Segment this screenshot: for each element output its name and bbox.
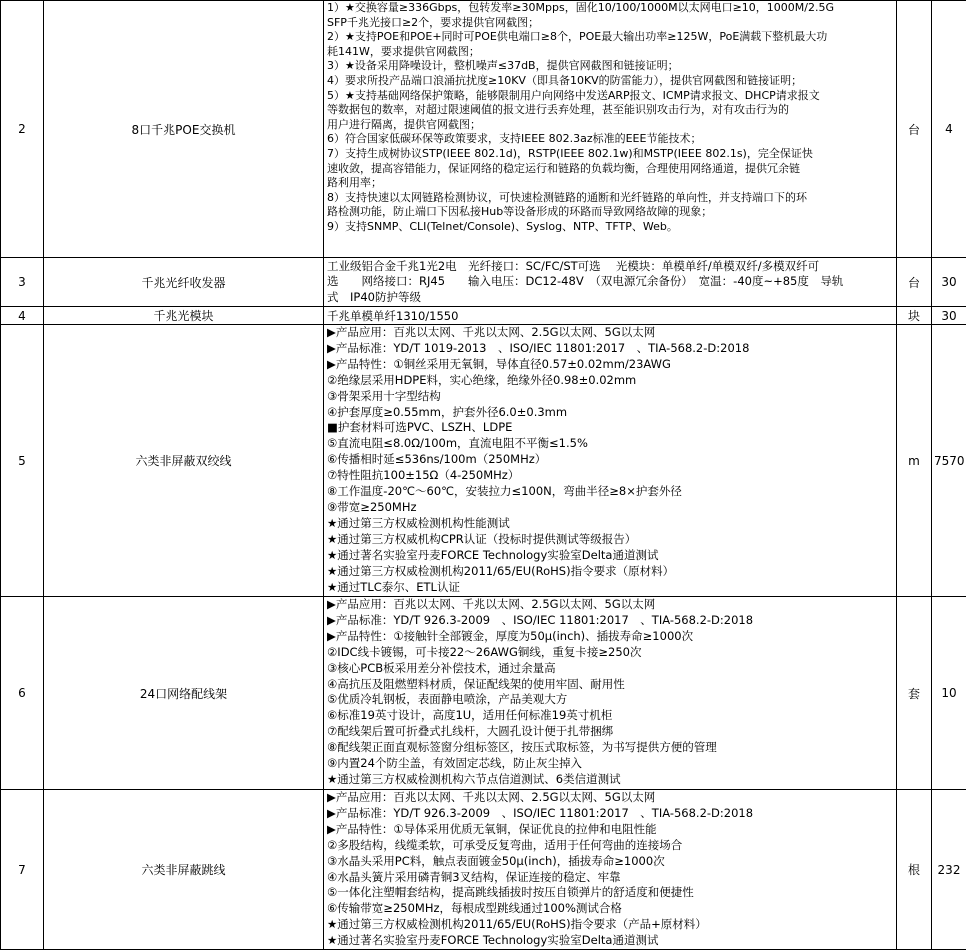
product-name: 六类非屏蔽双绞线 xyxy=(44,325,324,597)
unit-cell: m xyxy=(897,325,932,597)
spec-line: ▶产品标准：YD/T 1019-2013 、ISO/IEC 11801:2017 、TIA-568.2-D:2018 xyxy=(327,341,893,357)
spec-line: ⑥传播相时延≤536ns/100m（250MHz） xyxy=(327,452,893,468)
spec-line: ③核心PCB板采用差分补偿技术，通过余量高 xyxy=(327,661,893,677)
spec-line: ★通过第三方权威检测机构六节点信道测试、6类信道测试 xyxy=(327,772,893,788)
spec-line: ⑨带宽≥250MHz xyxy=(327,500,893,516)
row-number: 4 xyxy=(1,307,44,325)
quantity-cell: 30 xyxy=(932,258,966,307)
spec-line: ★通过TLC泰尔、ETL认证 xyxy=(327,580,893,596)
product-name: 24口网络配线架 xyxy=(44,597,324,790)
product-name: 六类非屏蔽跳线 xyxy=(44,790,324,950)
spec-line: 7）支持生成树协议STP(IEEE 802.1d)，RSTP(IEEE 802.1w)和MSTP(IEEE 802.1s)，完全保证快 xyxy=(327,147,893,162)
spec-cell xyxy=(324,597,897,790)
spec-line: ★通过著名实验室丹麦FORCE Technology实验室Delta通道测试 xyxy=(327,548,893,564)
spec-line: SFP千兆光接口≥2个，要求提供官网截图； xyxy=(327,16,893,31)
spec-line: 式 IP40防护等级 xyxy=(327,290,893,306)
spec-line: 3）★设备采用降噪设计，整机噪声≤37dB，提供官网截图和链接证明； xyxy=(327,59,893,74)
spec-line: ▶产品特性：①接触针全部镀金，厚度为50μ(inch)、插拔寿命≥1000次 xyxy=(327,629,893,645)
product-name: 千兆光纤收发器 xyxy=(44,258,324,307)
spec-cell xyxy=(324,325,897,597)
row-number: 6 xyxy=(1,597,44,790)
spec-line: ▶产品特性：①导体采用优质无氧铜，保证优良的拉伸和电阻性能 xyxy=(327,822,893,838)
spec-cell xyxy=(324,258,897,307)
spec-line: ★通过第三方权威检测机构性能测试 xyxy=(327,516,893,532)
spec-cell xyxy=(324,307,897,325)
quantity-cell: 30 xyxy=(932,307,966,325)
spec-line: ▶产品应用：百兆以太网、千兆以太网、2.5G以太网、5G以太网 xyxy=(327,325,893,341)
quantity-cell: 7570 xyxy=(932,325,966,597)
table-row xyxy=(1,258,966,307)
spec-line: 千兆单模单纤1310/1550 xyxy=(327,309,893,323)
product-name: 8口千兆POE交换机 xyxy=(44,1,324,258)
unit-cell: 台 xyxy=(897,258,932,307)
quantity-cell: 232 xyxy=(932,790,966,950)
spec-line: ⑤直流电阻≤8.0Ω/100m，直流电阻不平衡≤1.5% xyxy=(327,436,893,452)
row-number: 2 xyxy=(1,1,44,258)
spec-line: 2）★支持POE和POE+同时可POE供电端口≥8个，POE最大输出功率≥125W，PoE满载下整机最大功 xyxy=(327,30,893,45)
spec-line: ▶产品特性：①铜丝采用无氧铜，导体直径0.57±0.02mm/23AWG xyxy=(327,357,893,373)
spec-line: 9）支持SNMP、CLI(Telnet/Console)、Syslog、NTP、TFTP、Web。 xyxy=(327,220,893,235)
spec-cell xyxy=(324,790,897,950)
spec-line: 1）★交换容量≥336Gbps，包转发率≥30Mpps，固化10/100/1000M以太网电口≥10，1000M/2.5G xyxy=(327,1,893,16)
table-row xyxy=(1,307,966,325)
row-number: 5 xyxy=(1,325,44,597)
spec-line: 耗141W，要求提供官网截图； xyxy=(327,45,893,60)
unit-cell: 套 xyxy=(897,597,932,790)
table-row xyxy=(1,597,966,790)
table-row xyxy=(1,790,966,950)
quantity-cell: 4 xyxy=(932,1,966,258)
spec-line: 6）符合国家低碳环保等政策要求，支持IEEE 802.3az标准的EEE节能技术； xyxy=(327,132,893,147)
spec-line: ⑦特性阻抗100±15Ω（4-250MHz） xyxy=(327,468,893,484)
spec-line: ▶产品标准：YD/T 926.3-2009 、ISO/IEC 11801:2017 、TIA-568.2-D:2018 xyxy=(327,806,893,822)
spec-line: ▶产品应用：百兆以太网、千兆以太网、2.5G以太网、5G以太网 xyxy=(327,597,893,613)
row-number: 3 xyxy=(1,258,44,307)
spec-line: ④护套厚度≥0.55mm，护套外径6.0±0.3mm xyxy=(327,405,893,421)
unit-cell: 块 xyxy=(897,307,932,325)
unit-cell: 根 xyxy=(897,790,932,950)
table-row xyxy=(1,325,966,597)
spec-line: ④高抗压及阻燃塑料材质，保证配线架的使用牢固、耐用性 xyxy=(327,677,893,693)
product-name: 千兆光模块 xyxy=(44,307,324,325)
spec-cell xyxy=(324,1,897,258)
spec-line: 路利用率； xyxy=(327,176,893,191)
spec-line: ②IDC线卡镀锡，可卡接22～26AWG铜线，重复卡接≥250次 xyxy=(327,645,893,661)
spec-line: ★通过著名实验室丹麦FORCE Technology实验室Delta通道测试 xyxy=(327,933,893,949)
spec-line: ②多股结构，线缆柔软，可承受反复弯曲，适用于任何弯曲的连接场合 xyxy=(327,838,893,854)
spec-line: 工业级铝合金千兆1光2电 光纤接口：SC/FC/ST可选 光模块：单模单纤/单模双纤/多模双纤可 xyxy=(327,259,893,275)
spec-line: ★通过第三方权威检测机构2011/65/EU(RoHS)指令要求（原材料） xyxy=(327,564,893,580)
table-row xyxy=(1,1,966,258)
spec-line: ⑤一体化注塑帽套结构，提高跳线插拔时按压自锁弹片的舒适度和便捷性 xyxy=(327,885,893,901)
spec-line: 速收敛，提高容错能力，保证网络的稳定运行和链路的负载均衡，合理使用网络通道，提供冗余链 xyxy=(327,162,893,177)
spec-line: ★通过第三方权威检测机构2011/65/EU(RoHS)指令要求（产品+原材料） xyxy=(327,917,893,933)
spec-line: ④水晶头簧片采用磷青铜3叉结构，保证连接的稳定、牢靠 xyxy=(327,870,893,886)
spec-line: ③水晶头采用PC料，触点表面镀金50μ(inch)，插拔寿命≥1000次 xyxy=(327,854,893,870)
spec-line: ⑨内置24个防尘盖，有效固定芯线，防止灰尘掉入 xyxy=(327,756,893,772)
spec-line: ⑦配线架后置可折叠式扎线杆，大圆孔设计便于扎带捆绑 xyxy=(327,724,893,740)
spec-line: ▶产品应用：百兆以太网、千兆以太网、2.5G以太网、5G以太网 xyxy=(327,790,893,806)
spec-line: ■护套材料可选PVC、LSZH、LDPE xyxy=(327,420,893,436)
quantity-cell: 10 xyxy=(932,597,966,790)
spec-line: 路检测功能，防止端口下因私接Hub等设备形成的环路而导致网络故障的现象； xyxy=(327,205,893,220)
spec-line: 等数据包的数率，对超过限速阈值的报文进行丢弃处理，甚至能识别攻击行为，对有攻击行为的 xyxy=(327,103,893,118)
spec-line: ⑤优质冷轧钢板，表面静电喷涂，产品美观大方 xyxy=(327,692,893,708)
row-number: 7 xyxy=(1,790,44,950)
unit-cell: 台 xyxy=(897,1,932,258)
spec-line: ★通过第三方权威机构CPR认证（投标时提供测试等级报告） xyxy=(327,532,893,548)
spec-line: 用户进行隔离，提供官网截图； xyxy=(327,118,893,133)
spec-line: ⑧配线架正面直观标签窗分组标签区，按压式取标签，为书写提供方便的管理 xyxy=(327,740,893,756)
spec-line: ▶产品标准：YD/T 926.3-2009 、ISO/IEC 11801:2017 、TIA-568.2-D:2018 xyxy=(327,613,893,629)
spec-line: 5）★支持基础网络保护策略，能够限制用户向网络中发送ARP报文、ICMP请求报文、DHCP请求报文 xyxy=(327,89,893,104)
spec-line: ⑧工作温度-20℃～60℃，安装拉力≤100N，弯曲半径≥8×护套外径 xyxy=(327,484,893,500)
spec-line: ②绝缘层采用HDPE料，实心绝缘，绝缘外径0.98±0.02mm xyxy=(327,373,893,389)
spec-line: ⑥标准19英寸设计，高度1U，适用任何标准19英寸机柜 xyxy=(327,708,893,724)
spec-line: 选 网络接口：RJ45 输入电压：DC12-48V （双电源冗余备份） 宽温：-40度~+85度 导轨 xyxy=(327,274,893,290)
spec-line: 4）要求所投产品端口浪涌抗扰度≥10KV（即具备10KV的防雷能力），提供官网截图和链接证明； xyxy=(327,74,893,89)
spec-line: 8）支持快速以太网链路检测协议，可快速检测链路的通断和光纤链路的单向性，并支持端口下的环 xyxy=(327,191,893,206)
spec-line: ③骨架采用十字型结构 xyxy=(327,389,893,405)
spec-line: ⑥传输带宽≥250MHz，每根成型跳线通过100%测试合格 xyxy=(327,901,893,917)
